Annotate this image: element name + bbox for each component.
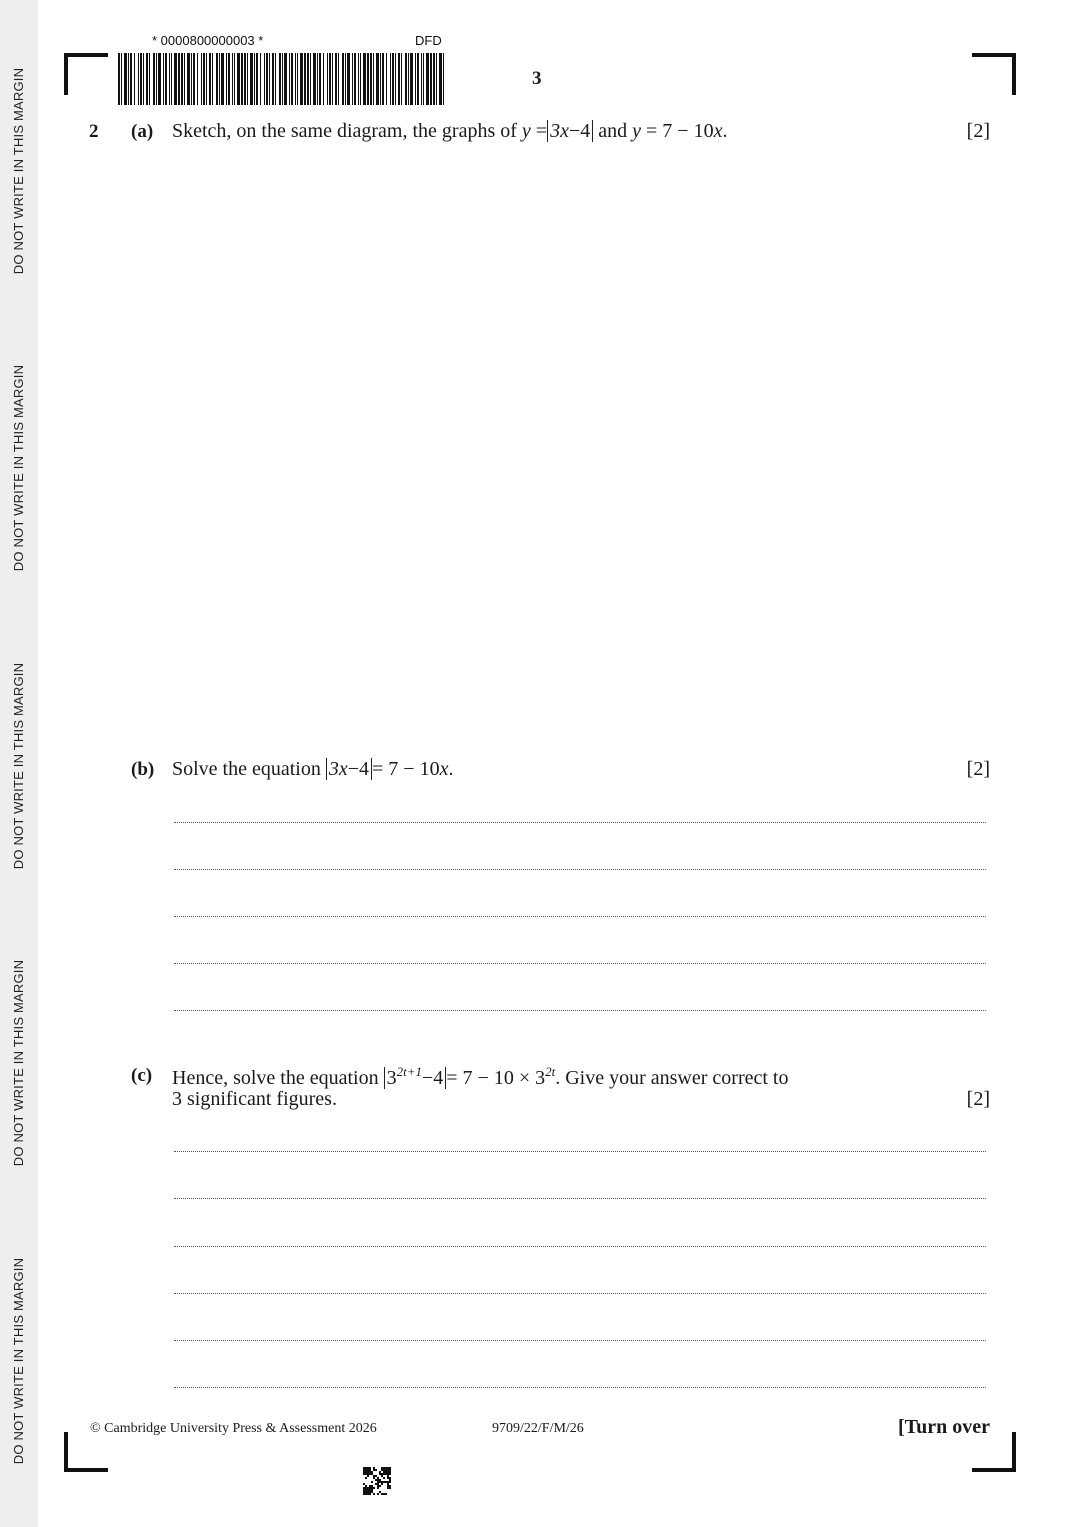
answer-line[interactable] [174,1293,986,1294]
margin-strip [0,0,38,1527]
answer-line[interactable] [174,1198,986,1199]
corner-mark-top-left [64,53,108,57]
footer-copyright: © Cambridge University Press & Assessment 2026 [90,1421,377,1436]
barcode [118,53,445,105]
part-a-text: Sketch, on the same diagram, the graphs of y = 3x−4 and y = 7 − 10x. [172,120,728,142]
corner-mark-bottom-left [64,1432,68,1472]
corner-mark-bottom-left [64,1468,108,1472]
barcode-number: * 0000800000003 * [152,33,264,48]
corner-mark-top-right [1012,53,1016,95]
answer-line[interactable] [174,1340,986,1341]
part-c-marks: [2] [966,1088,990,1110]
part-a-label: (a) [131,121,154,142]
qr-code-icon [363,1467,391,1495]
answer-line[interactable] [174,1151,986,1152]
margin-notice: DO NOT WRITE IN THIS MARGIN [11,1257,26,1465]
part-b-marks: [2] [966,758,990,780]
answer-line[interactable] [174,1387,986,1388]
part-c-text-line2: 3 significant figures. [172,1088,337,1110]
question-number: 2 [89,121,99,142]
corner-mark-top-right [972,53,1016,57]
page-number: 3 [532,68,542,89]
corner-mark-bottom-right [1012,1432,1016,1472]
barcode-code: DFD [415,33,442,48]
turn-over-label: [Turn over [897,1416,990,1438]
answer-line[interactable] [174,1246,986,1247]
answer-line[interactable] [174,869,986,870]
part-a-marks: [2] [966,120,990,142]
corner-mark-bottom-right [972,1468,1016,1472]
answer-line[interactable] [174,822,986,823]
part-b-label: (b) [131,759,155,780]
part-c-label: (c) [131,1065,153,1086]
corner-mark-top-left [64,53,68,95]
margin-notice: DO NOT WRITE IN THIS MARGIN [11,959,26,1167]
margin-notice: DO NOT WRITE IN THIS MARGIN [11,67,26,275]
part-c-text: Hence, solve the equation $3^{2t+1}-4 = 7 - 10 \times 3^{2t}$. Give your answer correct to [172,1064,789,1089]
answer-line[interactable] [174,1010,986,1011]
margin-notice: DO NOT WRITE IN THIS MARGIN [11,364,26,572]
footer-paper-code: 9709/22/F/M/26 [492,1421,584,1436]
part-b-text: Solve the equation 3x−4 = 7 − 10x. [172,758,454,780]
margin-notice: DO NOT WRITE IN THIS MARGIN [11,662,26,870]
answer-line[interactable] [174,916,986,917]
answer-line[interactable] [174,963,986,964]
